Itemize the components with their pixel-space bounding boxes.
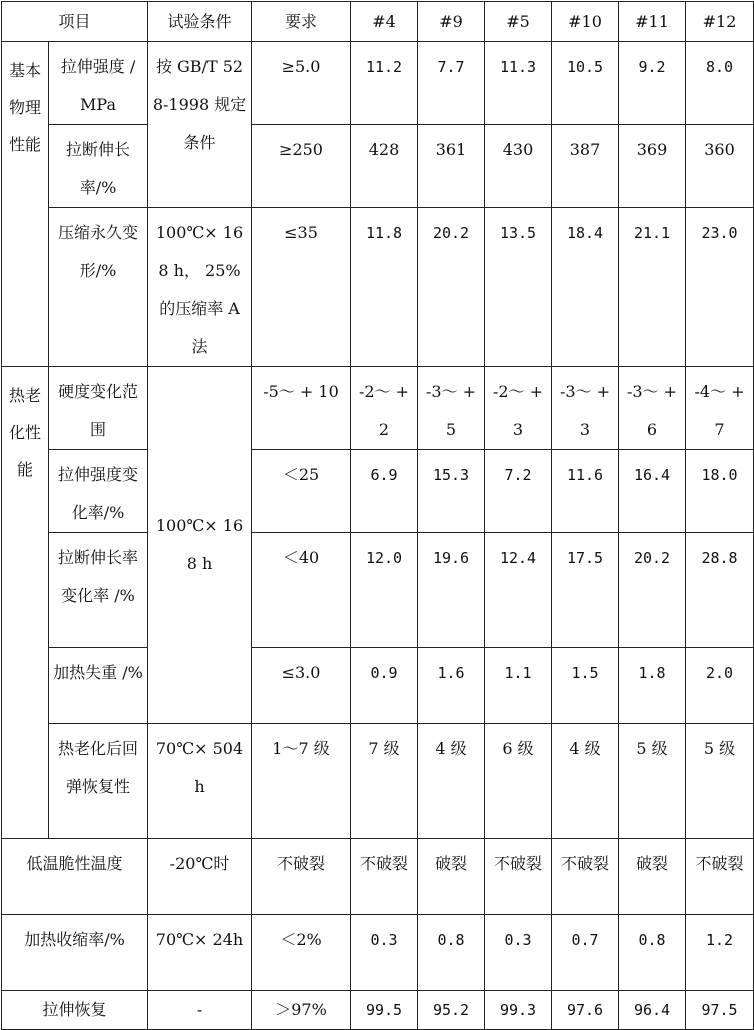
- table-row: [2, 42, 754, 125]
- cell-value: 428: [351, 125, 418, 208]
- cell-value: 6.9: [351, 450, 418, 533]
- cell-value: 430: [485, 125, 552, 208]
- cell-value: 18.0: [686, 450, 754, 533]
- row-requirement: 不破裂: [252, 839, 351, 915]
- table-row: [2, 125, 754, 208]
- header-sample: #4: [351, 2, 418, 42]
- row-item: 低温脆性温度: [2, 839, 148, 915]
- cell-value: 1.5: [552, 648, 619, 724]
- cell-value: 10.5: [552, 42, 619, 125]
- cell-value: 23.0: [686, 208, 754, 367]
- row-condition: 100℃× 168 h， 25%的压缩率 A 法: [148, 208, 252, 367]
- cell-value: 1.2: [686, 915, 754, 991]
- cell-value: 1.1: [485, 648, 552, 724]
- row-condition: 按 GB/T 528-1998 规定条件: [148, 42, 252, 208]
- header-requirement: 要求: [252, 2, 351, 42]
- header-item: 项目: [2, 2, 148, 42]
- cell-value: 1.6: [418, 648, 485, 724]
- row-requirement: ≥250: [252, 125, 351, 208]
- row-item: 拉伸恢复: [2, 991, 148, 1030]
- row-requirement: ≤35: [252, 208, 351, 367]
- cell-value: -4～ + 7: [686, 367, 754, 450]
- cell-value: 破裂: [418, 839, 485, 915]
- cell-value: 0.8: [418, 915, 485, 991]
- cell-value: 16.4: [619, 450, 686, 533]
- row-condition: -: [148, 991, 252, 1030]
- cell-value: 361: [418, 125, 485, 208]
- cell-value: 12.0: [351, 533, 418, 648]
- cell-value: 21.1: [619, 208, 686, 367]
- cell-value: -3～ + 6: [619, 367, 686, 450]
- row-item: 拉伸强度 /MPa: [49, 42, 148, 125]
- cell-value: 8.0: [686, 42, 754, 125]
- cell-value: 4 级: [552, 724, 619, 839]
- cell-value: 11.8: [351, 208, 418, 367]
- row-item: 加热失重 /%: [49, 648, 148, 724]
- table-row: [2, 839, 754, 915]
- cell-value: 5 级: [686, 724, 754, 839]
- cell-value: 破裂: [619, 839, 686, 915]
- cell-value: 20.2: [619, 533, 686, 648]
- table-row: [2, 208, 754, 367]
- table-row: [2, 648, 754, 724]
- row-requirement: ＜2%: [252, 915, 351, 991]
- row-item: 拉断伸长率/%: [49, 125, 148, 208]
- cell-value: 6 级: [485, 724, 552, 839]
- row-item: 拉断伸长率变化率 /%: [49, 533, 148, 648]
- cell-value: 7.7: [418, 42, 485, 125]
- row-requirement: ＜40: [252, 533, 351, 648]
- header-row: [2, 2, 754, 42]
- table-row: [2, 367, 754, 450]
- row-item: 热老化后回弹恢复性: [49, 724, 148, 839]
- row-item: 加热收缩率/%: [2, 915, 148, 991]
- cell-value: -2～ + 2: [351, 367, 418, 450]
- table-row: [2, 450, 754, 533]
- header-condition: 试验条件: [148, 2, 252, 42]
- cell-value: 369: [619, 125, 686, 208]
- cell-value: -3～ + 3: [552, 367, 619, 450]
- cell-value: -2～ + 3: [485, 367, 552, 450]
- cell-value: 0.7: [552, 915, 619, 991]
- cell-value: 18.4: [552, 208, 619, 367]
- cell-value: 0.3: [485, 915, 552, 991]
- row-requirement: ≤3.0: [252, 648, 351, 724]
- cell-value: 0.8: [619, 915, 686, 991]
- table-row: [2, 724, 754, 839]
- cell-value: 387: [552, 125, 619, 208]
- row-requirement: ≥5.0: [252, 42, 351, 125]
- row-condition: 70℃× 504 h: [148, 724, 252, 839]
- cell-value: 17.5: [552, 533, 619, 648]
- cell-value: 15.3: [418, 450, 485, 533]
- table-row: [2, 533, 754, 648]
- test-results-table: [1, 1, 754, 1030]
- cell-value: 12.4: [485, 533, 552, 648]
- row-requirement: ＜25: [252, 450, 351, 533]
- cell-value: 0.3: [351, 915, 418, 991]
- cell-value: 2.0: [686, 648, 754, 724]
- cell-value: 5 级: [619, 724, 686, 839]
- group-label-heat-aging: 热老化性能: [2, 367, 49, 839]
- cell-value: 9.2: [619, 42, 686, 125]
- header-sample: #12: [686, 2, 754, 42]
- cell-value: 11.6: [552, 450, 619, 533]
- row-condition: 70℃× 24h: [148, 915, 252, 991]
- header-sample: #11: [619, 2, 686, 42]
- row-requirement: ＞97%: [252, 991, 351, 1030]
- cell-value: 11.2: [351, 42, 418, 125]
- header-sample: #5: [485, 2, 552, 42]
- header-sample: #10: [552, 2, 619, 42]
- row-condition: 100℃× 168 h: [148, 367, 252, 724]
- row-condition: -20℃时: [148, 839, 252, 915]
- row-item: 硬度变化范围: [49, 367, 148, 450]
- row-item: 拉伸强度变化率/%: [49, 450, 148, 533]
- cell-value: 11.3: [485, 42, 552, 125]
- group-label-basic: 基本物理性能: [2, 42, 49, 367]
- cell-value: 不破裂: [686, 839, 754, 915]
- row-item: 压缩永久变形/%: [49, 208, 148, 367]
- row-requirement: -5～ + 10: [252, 367, 351, 450]
- cell-value: 360: [686, 125, 754, 208]
- cell-value: 13.5: [485, 208, 552, 367]
- cell-value: 0.9: [351, 648, 418, 724]
- cell-value: 不破裂: [351, 839, 418, 915]
- cell-value: 97.6: [552, 991, 619, 1030]
- cell-value: 97.5: [686, 991, 754, 1030]
- cell-value: 20.2: [418, 208, 485, 367]
- cell-value: -3～ + 5: [418, 367, 485, 450]
- cell-value: 4 级: [418, 724, 485, 839]
- cell-value: 不破裂: [552, 839, 619, 915]
- cell-value: 99.3: [485, 991, 552, 1030]
- row-requirement: 1～7 级: [252, 724, 351, 839]
- header-sample: #9: [418, 2, 485, 42]
- cell-value: 96.4: [619, 991, 686, 1030]
- table-row: [2, 915, 754, 991]
- table-row: [2, 991, 754, 1030]
- cell-value: 95.2: [418, 991, 485, 1030]
- cell-value: 28.8: [686, 533, 754, 648]
- cell-value: 1.8: [619, 648, 686, 724]
- cell-value: 99.5: [351, 991, 418, 1030]
- cell-value: 7.2: [485, 450, 552, 533]
- cell-value: 不破裂: [485, 839, 552, 915]
- cell-value: 19.6: [418, 533, 485, 648]
- cell-value: 7 级: [351, 724, 418, 839]
